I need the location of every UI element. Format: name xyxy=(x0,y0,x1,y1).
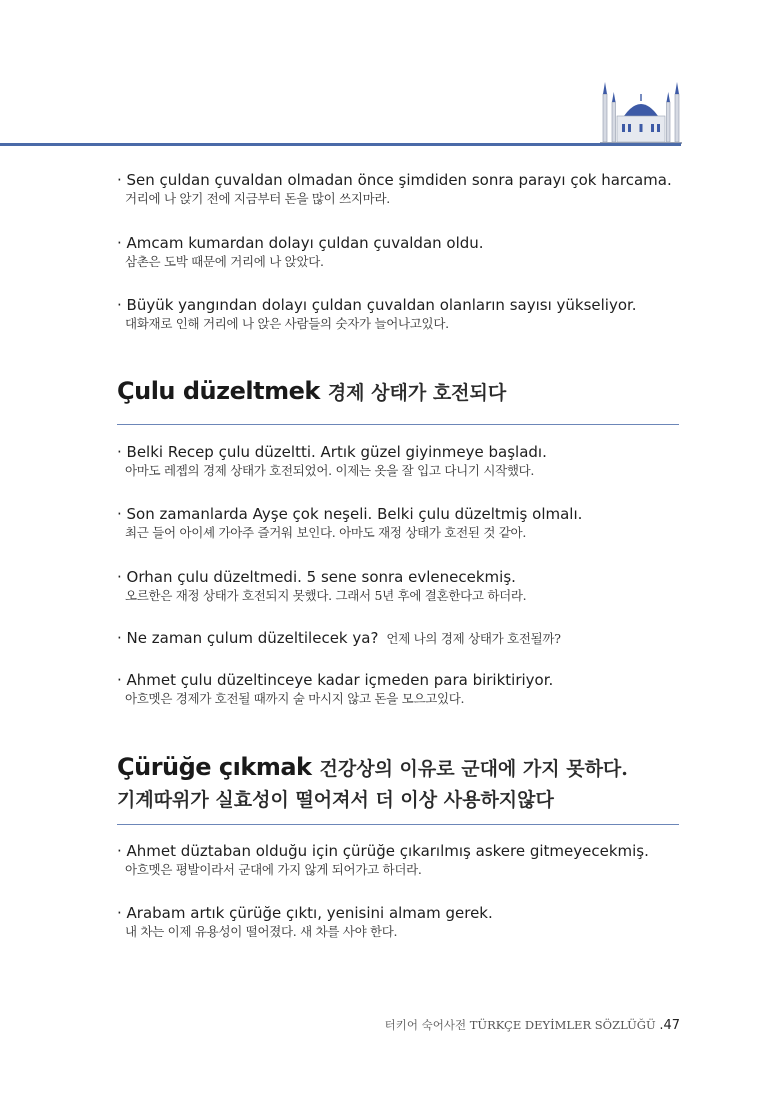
example-item xyxy=(117,170,679,208)
example-item xyxy=(117,442,679,480)
footer-title: 터키어 숙어사전 TÜRKÇE DEYİMLER SÖZLÜĞÜ xyxy=(384,1018,656,1032)
turkish-sentence: · Büyük yangından dolayı çuldan çuvaldan olanların sayısı yükseliyor. xyxy=(117,296,637,314)
korean-translation: 언제 나의 경제 상태가 호전될까? xyxy=(386,631,561,646)
turkish-sentence: · Arabam artık çürüğe çıktı, yenisini almam gerek. xyxy=(117,904,493,922)
turkish-sentence: · Amcam kumardan dolayı çuldan çuvaldan oldu. xyxy=(117,234,484,252)
turkish-sentence: · Ahmet çulu düzeltinceye kadar içmeden para biriktiriyor. xyxy=(117,671,554,689)
korean-translation: 내 차는 이제 유용성이 떨어졌다. 새 차를 사야 한다. xyxy=(125,924,398,939)
turkish-sentence xyxy=(117,628,679,649)
header-rule xyxy=(0,143,681,146)
idiom-meaning-secondary: 기계따위가 실효성이 떨어져서 더 이상 사용하지않다 xyxy=(117,789,554,811)
korean-translation: 아흐멧은 평발이라서 군대에 가지 않게 되어가고 하더라. xyxy=(125,862,422,877)
example-item xyxy=(117,295,679,333)
korean-translation: 최근 들어 아이셰 가아주 즐거워 보인다. 아마도 재정 상태가 호전된 것 같아. xyxy=(125,525,527,540)
idiom-term: Çürüğe çıkmak xyxy=(117,753,312,781)
idiom-meaning: 건강상의 이유로 군대에 가지 못하다. xyxy=(319,758,628,780)
korean-translation: 아마도 레젭의 경제 상태가 호전되었어. 이제는 옷을 잘 입고 다니기 시작했다. xyxy=(125,463,535,478)
page-number: .47 xyxy=(659,1018,680,1033)
idiom-meaning: 경제 상태가 호전되다 xyxy=(327,382,507,404)
korean-translation: 대화재로 인해 거리에 나 앉은 사람들의 숫자가 늘어나고있다. xyxy=(125,316,449,331)
example-item xyxy=(117,233,679,271)
example-item xyxy=(117,504,679,542)
section-divider xyxy=(117,424,679,425)
korean-translation: 오르한은 재정 상태가 호전되지 못했다. 그래서 5년 후에 결혼한다고 하더라. xyxy=(125,588,527,603)
example-item xyxy=(117,903,679,941)
mosque-illustration xyxy=(600,80,682,144)
korean-translation: 아흐멧은 경제가 호전될 때까지 술 마시지 않고 돈을 모으고있다. xyxy=(125,691,465,706)
page-footer xyxy=(385,1017,680,1033)
idiom-heading xyxy=(117,753,679,812)
turkish-sentence-text: · Ne zaman çulum düzeltilecek ya? xyxy=(117,629,379,647)
turkish-sentence: · Ahmet düztaban olduğu için çürüğe çıkarılmış askere gitmeyecekmiş. xyxy=(117,842,649,860)
turkish-sentence: · Son zamanlarda Ayşe çok neşeli. Belki çulu düzeltmiş olmalı. xyxy=(117,505,583,523)
korean-translation: 삼촌은 도박 때문에 거리에 나 앉았다. xyxy=(125,254,324,269)
idiom-heading xyxy=(117,377,679,405)
example-item xyxy=(117,628,679,649)
example-item xyxy=(117,567,679,605)
turkish-sentence: · Orhan çulu düzeltmedi. 5 sene sonra evlenecekmiş. xyxy=(117,568,516,586)
turkish-sentence: · Sen çuldan çuvaldan olmadan önce şimdiden sonra parayı çok harcama. xyxy=(117,171,672,189)
idiom-term: Çulu düzeltmek xyxy=(117,377,320,405)
example-item xyxy=(117,670,679,708)
turkish-sentence: · Belki Recep çulu düzeltti. Artık güzel giyinmeye başladı. xyxy=(117,443,547,461)
example-item xyxy=(117,841,679,879)
korean-translation: 거리에 나 앉기 전에 지금부터 돈을 많이 쓰지마라. xyxy=(125,191,390,206)
section-divider xyxy=(117,824,679,825)
